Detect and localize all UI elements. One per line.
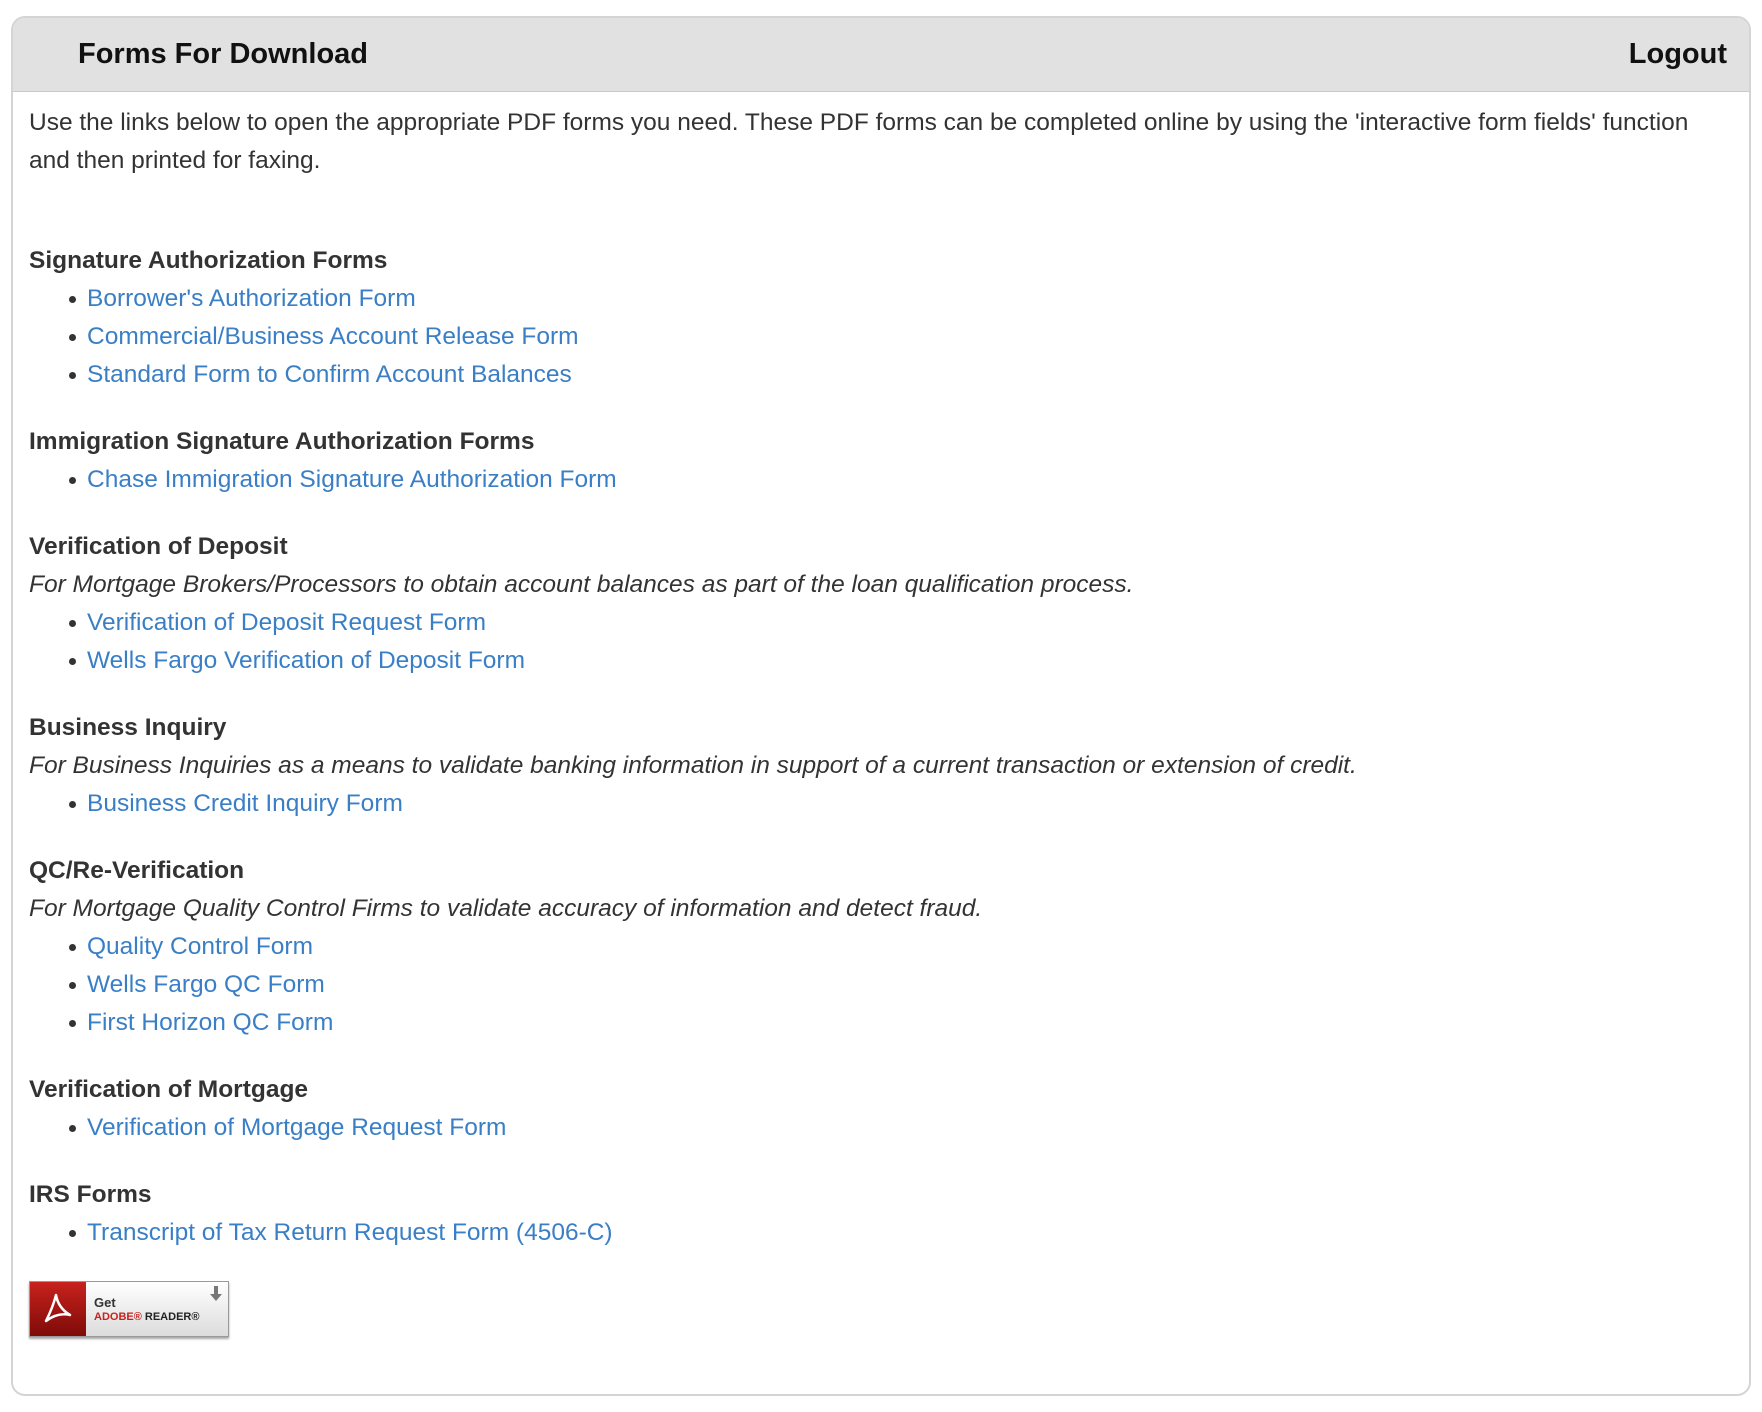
- form-link-list: [29, 461, 1731, 499]
- form-section: [29, 242, 1731, 394]
- section-description: For Business Inquiries as a means to validate banking information in support of a current transaction or extension of credit.: [29, 752, 1357, 779]
- forms-panel: [11, 16, 1751, 1396]
- section-heading: Verification of Mortgage: [29, 1076, 309, 1103]
- form-section: [29, 852, 1731, 1042]
- form-download-link[interactable]: Wells Fargo Verification of Deposit Form: [87, 647, 525, 674]
- form-link-list: [29, 1214, 1731, 1252]
- list-item: [69, 461, 1731, 499]
- list-item: [69, 604, 1731, 642]
- adobe-brand-label: ADOBE®: [94, 1310, 142, 1323]
- form-sections: [29, 242, 1731, 1252]
- download-arrow-icon: [210, 1286, 222, 1302]
- adobe-product-line: [94, 1310, 199, 1324]
- form-section: [29, 1176, 1731, 1252]
- form-download-link[interactable]: Verification of Mortgage Request Form: [87, 1114, 507, 1141]
- intro-text: Use the links below to open the appropriate PDF forms you need. These PDF forms can be completed online by using the 'interactive form fields' function and then printed for faxing.: [29, 109, 1689, 174]
- list-item: [69, 356, 1731, 394]
- form-section: [29, 528, 1731, 680]
- adobe-product-label: READER®: [144, 1310, 200, 1323]
- list-item: [69, 1109, 1731, 1147]
- adobe-badge-text: [86, 1282, 199, 1336]
- form-download-link[interactable]: First Horizon QC Form: [87, 1009, 334, 1036]
- list-item: [69, 280, 1731, 318]
- list-item: [69, 785, 1731, 823]
- list-item: [69, 928, 1731, 966]
- panel-body: [13, 92, 1749, 1337]
- form-download-link[interactable]: Wells Fargo QC Form: [87, 971, 325, 998]
- get-adobe-reader-button[interactable]: [29, 1281, 229, 1337]
- section-heading: Immigration Signature Authorization Forms: [29, 428, 535, 455]
- form-link-list: [29, 604, 1731, 680]
- form-download-link[interactable]: Borrower's Authorization Form: [87, 285, 416, 312]
- form-download-link[interactable]: Business Credit Inquiry Form: [87, 790, 403, 817]
- logout-link[interactable]: Logout: [1628, 38, 1727, 70]
- form-download-link[interactable]: Standard Form to Confirm Account Balances: [87, 361, 572, 388]
- section-heading: Verification of Deposit: [29, 533, 288, 560]
- adobe-get-label: Get: [94, 1294, 116, 1310]
- form-download-link[interactable]: Commercial/Business Account Release Form: [87, 323, 579, 350]
- form-download-link[interactable]: Chase Immigration Signature Authorization Form: [87, 466, 617, 493]
- list-item: [69, 318, 1731, 356]
- form-section: [29, 709, 1731, 823]
- form-section: [29, 423, 1731, 499]
- form-link-list: [29, 1109, 1731, 1147]
- section-description: For Mortgage Brokers/Processors to obtain account balances as part of the loan qualification process.: [29, 571, 1134, 598]
- list-item: [69, 966, 1731, 1004]
- adobe-acrobat-logo-icon: [30, 1282, 86, 1336]
- list-item: [69, 1004, 1731, 1042]
- section-description: For Mortgage Quality Control Firms to validate accuracy of information and detect fraud.: [29, 895, 983, 922]
- list-item: [69, 642, 1731, 680]
- form-download-link[interactable]: Verification of Deposit Request Form: [87, 609, 486, 636]
- form-download-link[interactable]: Transcript of Tax Return Request Form (4506-C): [87, 1219, 613, 1246]
- section-heading: Business Inquiry: [29, 714, 227, 741]
- form-section: [29, 1071, 1731, 1147]
- section-heading: Signature Authorization Forms: [29, 247, 388, 274]
- list-item: [69, 1214, 1731, 1252]
- form-link-list: [29, 785, 1731, 823]
- section-heading: QC/Re-Verification: [29, 857, 245, 884]
- panel-header: [13, 18, 1749, 92]
- form-link-list: [29, 280, 1731, 394]
- page-title: Forms For Download: [78, 38, 368, 70]
- form-link-list: [29, 928, 1731, 1042]
- form-download-link[interactable]: Quality Control Form: [87, 933, 314, 960]
- section-heading: IRS Forms: [29, 1181, 152, 1208]
